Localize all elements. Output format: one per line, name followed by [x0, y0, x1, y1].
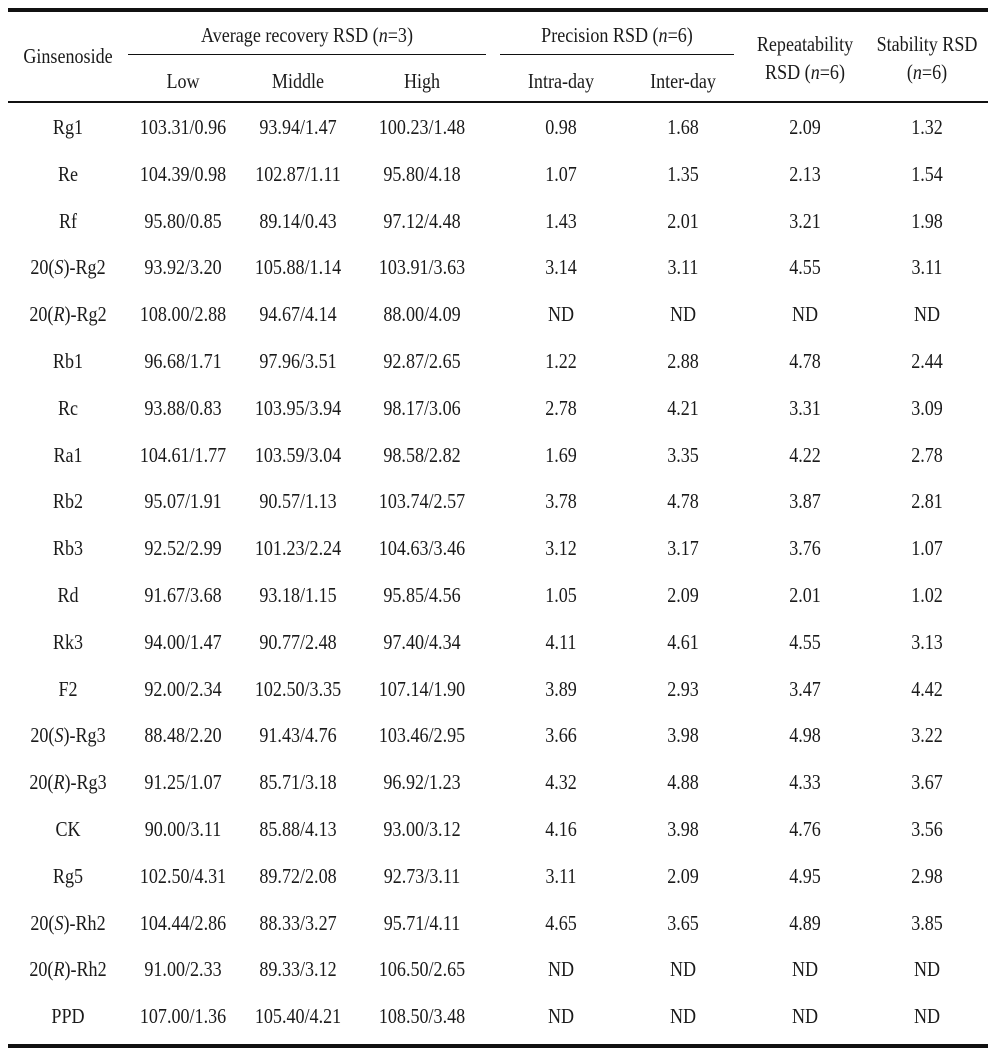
cell-recovery-low: 88.48/2.20	[144, 723, 222, 748]
cell-recovery-high: 98.17/3.06	[383, 395, 461, 420]
cell-repeatability: 2.13	[789, 161, 821, 186]
cell-intra-day: 3.14	[545, 255, 577, 280]
cell-recovery-high: 98.58/2.82	[383, 442, 461, 467]
cell-recovery-low: 96.68/1.71	[144, 349, 222, 373]
cell-recovery-low: 94.00/1.47	[144, 629, 222, 654]
cell-stability: 2.44	[911, 349, 943, 373]
header-recovery-high: High	[403, 69, 441, 93]
cell-ginsenoside: 20(R)-Rg3	[29, 770, 107, 795]
cell-intra-day: 3.66	[545, 723, 577, 748]
cell-recovery-high: 93.00/3.12	[383, 817, 461, 841]
cell-stability: 1.98	[911, 208, 943, 233]
cell-stability: 2.81	[911, 489, 943, 514]
cell-inter-day: 3.98	[667, 723, 699, 748]
cell-inter-day: 2.93	[667, 676, 699, 701]
cell-recovery-low: 107.00/1.36	[139, 1004, 227, 1029]
cell-recovery-high: 103.46/2.95	[378, 723, 466, 748]
cell-recovery-low: 103.31/0.96	[139, 115, 227, 139]
cell-repeatability: 3.47	[789, 676, 821, 701]
cell-repeatability: 2.01	[789, 583, 821, 607]
cell-recovery-high: 92.73/3.11	[383, 863, 461, 888]
cell-inter-day: ND	[669, 957, 697, 982]
cell-repeatability: 4.22	[789, 442, 821, 467]
header-repeatability-line2: RSD (n=6)	[765, 60, 845, 84]
cell-inter-day: 2.09	[667, 583, 699, 607]
cell-recovery-high: 92.87/2.65	[383, 349, 461, 373]
cell-intra-day: 4.11	[545, 629, 577, 654]
cell-recovery-high: 106.50/2.65	[378, 957, 466, 982]
cell-recovery-high: 97.12/4.48	[383, 208, 461, 233]
cell-repeatability: 3.87	[789, 489, 821, 514]
cell-ginsenoside: CK	[55, 817, 81, 841]
cell-recovery-middle: 102.87/1.11	[255, 161, 341, 186]
cell-recovery-low: 93.88/0.83	[144, 395, 222, 420]
cell-recovery-middle: 93.18/1.15	[259, 583, 337, 607]
cell-inter-day: 4.61	[667, 629, 699, 654]
cell-recovery-middle: 89.14/0.43	[259, 208, 337, 233]
cell-recovery-low: 92.52/2.99	[144, 536, 222, 561]
cell-stability: 3.56	[911, 817, 943, 841]
cell-ginsenoside: F2	[58, 676, 78, 701]
cell-ginsenoside: Rk3	[52, 629, 84, 654]
cell-recovery-high: 95.80/4.18	[383, 161, 461, 186]
cell-recovery-low: 91.67/3.68	[144, 583, 222, 607]
cell-recovery-high: 95.71/4.11	[383, 910, 461, 935]
cell-recovery-middle: 93.94/1.47	[259, 115, 337, 139]
cell-stability: 3.22	[911, 723, 943, 748]
cell-inter-day: 4.88	[667, 770, 699, 795]
cell-stability: 2.98	[911, 863, 943, 888]
cell-repeatability: 4.33	[789, 770, 821, 795]
table-top-rule	[8, 8, 988, 12]
cell-ginsenoside: Rb1	[52, 349, 84, 373]
cell-recovery-middle: 89.72/2.08	[259, 863, 337, 888]
cell-stability: 1.54	[911, 161, 943, 186]
cell-stability: 3.09	[911, 395, 943, 420]
cell-stability: ND	[913, 957, 941, 982]
cell-intra-day: 4.65	[545, 910, 577, 935]
cell-stability: 1.02	[911, 583, 943, 607]
recovery-group-rule	[128, 54, 486, 55]
cell-stability: 3.67	[911, 770, 943, 795]
cell-ginsenoside: 20(S)-Rg2	[30, 255, 106, 280]
cell-intra-day: 3.78	[545, 489, 577, 514]
cell-recovery-low: 90.00/3.11	[144, 817, 222, 841]
header-stability-line1: Stability RSD	[876, 32, 978, 56]
cell-recovery-high: 104.63/3.46	[378, 536, 466, 561]
cell-inter-day: 3.17	[667, 536, 699, 561]
cell-ginsenoside: Rg5	[52, 863, 84, 888]
cell-inter-day: 3.11	[667, 255, 699, 280]
cell-repeatability: 3.21	[789, 208, 821, 233]
cell-intra-day: 1.07	[545, 161, 577, 186]
cell-recovery-low: 91.00/2.33	[144, 957, 222, 982]
cell-ginsenoside: Re	[57, 161, 79, 186]
cell-ginsenoside: Rc	[57, 395, 79, 420]
cell-intra-day: 1.22	[545, 349, 577, 373]
cell-recovery-low: 104.39/0.98	[139, 161, 227, 186]
cell-stability: 3.11	[911, 255, 943, 280]
cell-recovery-low: 91.25/1.07	[144, 770, 222, 795]
cell-repeatability: ND	[791, 1004, 819, 1029]
cell-repeatability: 4.55	[789, 255, 821, 280]
cell-intra-day: ND	[547, 1004, 575, 1029]
cell-intra-day: 1.05	[545, 583, 577, 607]
cell-inter-day: 4.21	[667, 395, 699, 420]
cell-stability: 3.13	[911, 629, 943, 654]
header-bottom-rule	[8, 101, 988, 103]
cell-intra-day: 4.32	[545, 770, 577, 795]
cell-recovery-low: 104.44/2.86	[139, 910, 227, 935]
cell-recovery-high: 97.40/4.34	[383, 629, 461, 654]
cell-stability: 4.42	[911, 676, 943, 701]
cell-inter-day: ND	[669, 1004, 697, 1029]
cell-recovery-middle: 103.95/3.94	[254, 395, 342, 420]
cell-inter-day: 3.65	[667, 910, 699, 935]
cell-ginsenoside: 20(R)-Rh2	[29, 957, 107, 982]
cell-repeatability: 2.09	[789, 115, 821, 139]
cell-recovery-middle: 88.33/3.27	[259, 910, 337, 935]
cell-ginsenoside: Ra1	[53, 442, 83, 467]
header-precision-group: Precision RSD (n=6)	[541, 23, 693, 47]
header-stability-line2: (n=6)	[906, 60, 948, 84]
cell-recovery-middle: 94.67/4.14	[259, 302, 337, 327]
cell-ginsenoside: 20(S)-Rg3	[30, 723, 106, 748]
cell-stability: 2.78	[911, 442, 943, 467]
cell-inter-day: 3.98	[667, 817, 699, 841]
cell-repeatability: 4.95	[789, 863, 821, 888]
cell-recovery-low: 92.00/2.34	[144, 676, 222, 701]
cell-ginsenoside: Rd	[57, 583, 79, 607]
header-ginsenoside: Ginsenoside	[23, 44, 113, 68]
cell-recovery-middle: 101.23/2.24	[254, 536, 342, 561]
cell-recovery-high: 108.50/3.48	[378, 1004, 466, 1029]
cell-ginsenoside: PPD	[51, 1004, 85, 1029]
cell-inter-day: 2.01	[667, 208, 699, 233]
cell-inter-day: 1.35	[667, 161, 699, 186]
cell-repeatability: 4.98	[789, 723, 821, 748]
cell-recovery-middle: 91.43/4.76	[259, 723, 337, 748]
header-intra-day: Intra-day	[527, 69, 595, 93]
cell-recovery-high: 100.23/1.48	[378, 115, 466, 139]
cell-recovery-high: 95.85/4.56	[383, 583, 461, 607]
cell-recovery-middle: 97.96/3.51	[259, 349, 337, 373]
cell-ginsenoside: 20(S)-Rh2	[30, 910, 106, 935]
cell-recovery-high: 88.00/4.09	[383, 302, 461, 327]
cell-inter-day: 3.35	[667, 442, 699, 467]
cell-ginsenoside: Rg1	[52, 115, 84, 139]
header-repeatability-line1: Repeatability	[756, 32, 854, 56]
cell-ginsenoside: Rf	[58, 208, 78, 233]
cell-repeatability: ND	[791, 957, 819, 982]
precision-group-rule	[500, 54, 734, 55]
cell-recovery-low: 95.80/0.85	[144, 208, 222, 233]
header-recovery-group: Average recovery RSD (n=3)	[201, 23, 413, 47]
cell-stability: 1.07	[911, 536, 943, 561]
cell-stability: 3.85	[911, 910, 943, 935]
header-inter-day: Inter-day	[650, 69, 716, 93]
cell-intra-day: 0.98	[545, 115, 577, 139]
cell-intra-day: 2.78	[545, 395, 577, 420]
header-recovery-middle: Middle	[271, 69, 325, 93]
cell-inter-day: 4.78	[667, 489, 699, 514]
cell-repeatability: 4.55	[789, 629, 821, 654]
cell-repeatability: 4.78	[789, 349, 821, 373]
cell-recovery-low: 93.92/3.20	[144, 255, 222, 280]
cell-repeatability: 4.89	[789, 910, 821, 935]
cell-recovery-high: 103.91/3.63	[378, 255, 466, 280]
cell-recovery-middle: 102.50/3.35	[254, 676, 342, 701]
cell-intra-day: ND	[547, 302, 575, 327]
cell-ginsenoside: 20(R)-Rg2	[29, 302, 107, 327]
cell-recovery-middle: 90.57/1.13	[259, 489, 337, 514]
cell-recovery-middle: 85.88/4.13	[259, 817, 337, 841]
cell-inter-day: 2.88	[667, 349, 699, 373]
cell-recovery-low: 108.00/2.88	[139, 302, 227, 327]
cell-ginsenoside: Rb2	[52, 489, 84, 514]
cell-intra-day: ND	[547, 957, 575, 982]
table-bottom-rule	[8, 1044, 988, 1048]
cell-stability: 1.32	[911, 115, 943, 139]
cell-repeatability: 3.31	[789, 395, 821, 420]
cell-recovery-low: 104.61/1.77	[139, 442, 227, 467]
cell-intra-day: 3.11	[545, 863, 577, 888]
cell-recovery-middle: 89.33/3.12	[259, 957, 337, 982]
cell-recovery-high: 107.14/1.90	[378, 676, 466, 701]
cell-intra-day: 3.89	[545, 676, 577, 701]
cell-recovery-low: 102.50/4.31	[139, 863, 227, 888]
cell-repeatability: 3.76	[789, 536, 821, 561]
cell-intra-day: 1.69	[545, 442, 577, 467]
cell-recovery-middle: 90.77/2.48	[259, 629, 337, 654]
cell-recovery-middle: 105.40/4.21	[254, 1004, 342, 1029]
cell-repeatability: ND	[791, 302, 819, 327]
cell-inter-day: ND	[669, 302, 697, 327]
cell-intra-day: 4.16	[545, 817, 577, 841]
cell-inter-day: 2.09	[667, 863, 699, 888]
cell-repeatability: 4.76	[789, 817, 821, 841]
cell-recovery-middle: 103.59/3.04	[254, 442, 342, 467]
cell-recovery-middle: 85.71/3.18	[259, 770, 337, 795]
cell-stability: ND	[913, 1004, 941, 1029]
cell-recovery-low: 95.07/1.91	[144, 489, 222, 514]
cell-recovery-middle: 105.88/1.14	[254, 255, 342, 280]
cell-intra-day: 3.12	[545, 536, 577, 561]
header-recovery-low: Low	[166, 69, 200, 93]
cell-recovery-high: 96.92/1.23	[383, 770, 461, 795]
cell-intra-day: 1.43	[545, 208, 577, 233]
cell-inter-day: 1.68	[667, 115, 699, 139]
cell-stability: ND	[913, 302, 941, 327]
cell-ginsenoside: Rb3	[52, 536, 84, 561]
cell-recovery-high: 103.74/2.57	[378, 489, 466, 514]
